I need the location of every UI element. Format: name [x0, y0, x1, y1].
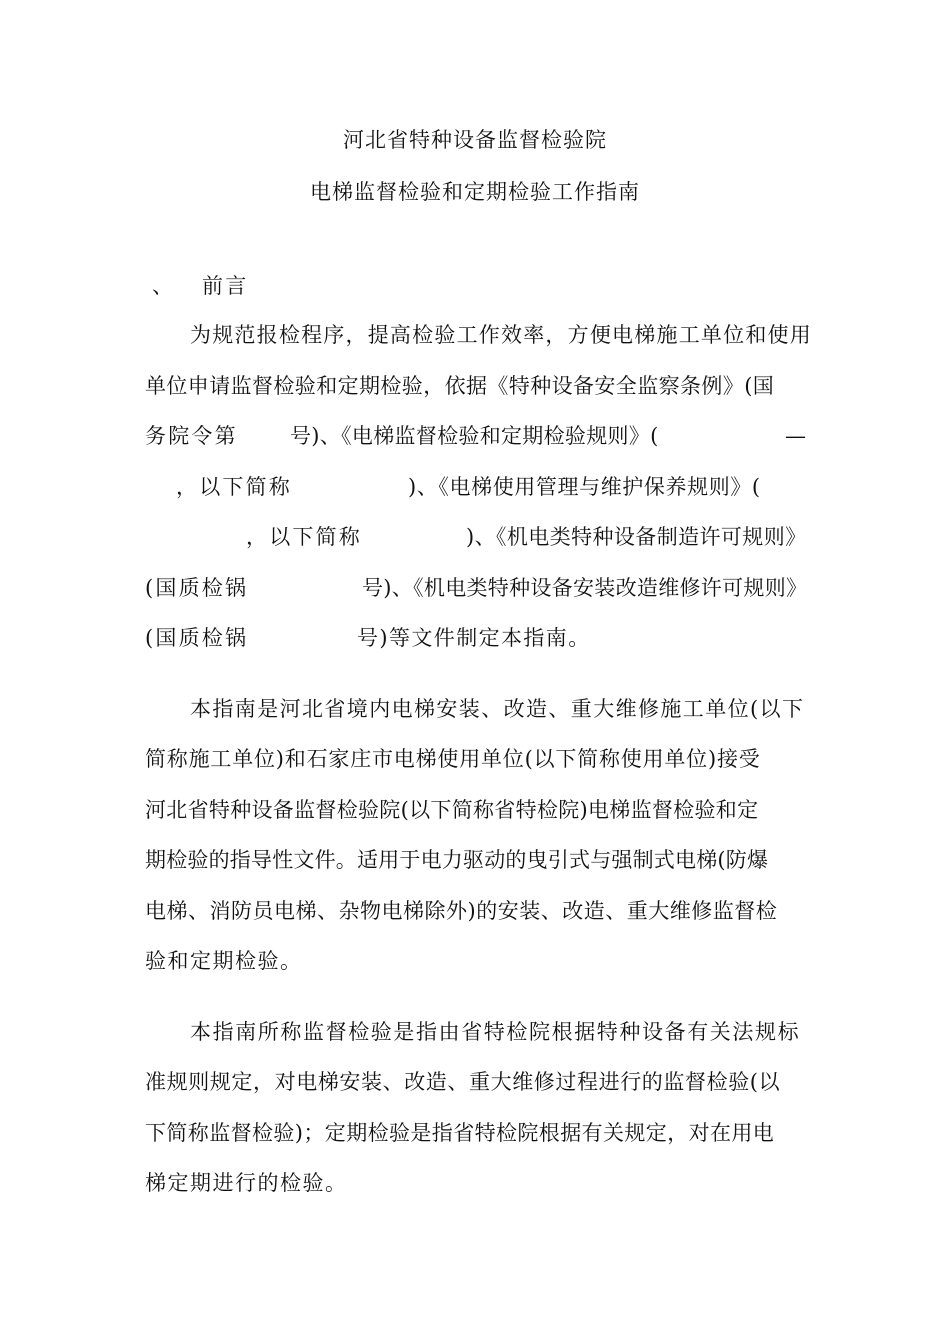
paragraph-3-line-2: 准规则规定，对电梯安装、改造、重大维修过程进行的监督检验(以 [145, 1070, 781, 1094]
paragraph-2-line-3: 河北省特种设备监督检验院(以下简称省特检院)电梯监督检验和定 [145, 798, 759, 822]
paragraph-2-line-4: 期检验的指导性文件。适用于电力驱动的曳引式与强制式电梯(防爆 [145, 848, 769, 872]
paragraph-1-line-3c: — [785, 424, 809, 448]
title-institute: 河北省特种设备监督检验院 [343, 128, 607, 152]
paragraph-2-line-5: 电梯、消防员电梯、杂物电梯除外)的安装、改造、重大维修监督检 [145, 899, 778, 923]
paragraph-1-line-2: 单位申请监督检验和定期检验，依据《特种设备安全监察条例》(国 [145, 374, 775, 398]
paragraph-1-line-6b: 号)、《机电类特种设备安装改造维修许可规则》 [362, 576, 808, 600]
paragraph-2-line-6: 验和定期检验。 [145, 949, 303, 973]
paragraph-2-line-1: 本指南是河北省境内电梯安装、改造、重大维修施工单位(以下 [190, 697, 805, 721]
paragraph-1-line-4b: )、《电梯使用管理与维护保养规则》( [408, 475, 761, 499]
paragraph-1-line-7b: 号)等文件制定本指南。 [357, 626, 591, 650]
paragraph-2-line-2: 简称施工单位)和石家庄市电梯使用单位(以下简称使用单位)接受 [145, 747, 761, 771]
paragraph-3-line-4: 梯定期进行的检验。 [145, 1171, 348, 1195]
paragraph-3-line-3: 下简称监督检验)；定期检验是指省特检院根据有关规定，对在用电 [145, 1121, 775, 1145]
paragraph-1-line-5a: ，以下简称 [246, 525, 362, 549]
section-heading: 前言 [202, 274, 249, 298]
section-mark: 、 [152, 274, 176, 298]
paragraph-1-line-7a: (国质检锅 [145, 626, 249, 650]
title-guide: 电梯监督检验和定期检验工作指南 [310, 180, 640, 204]
paragraph-1-line-3a: 务院令第 [145, 424, 238, 448]
paragraph-1-line-6a: (国质检锅 [145, 576, 249, 600]
paragraph-3-line-1: 本指南所称监督检验是指由省特检院根据特种设备有关法规标 [190, 1020, 801, 1044]
paragraph-1-line-1: 为规范报检程序，提高检验工作效率，方便电梯施工单位和使用 [190, 323, 812, 347]
paragraph-1-line-5b: )、《机电类特种设备制造许可规则》 [466, 525, 807, 549]
paragraph-1-line-3b: 号)、《电梯监督检验和定期检验规则》( [290, 424, 659, 448]
paragraph-1-line-4a: ，以下简称 [176, 475, 292, 499]
